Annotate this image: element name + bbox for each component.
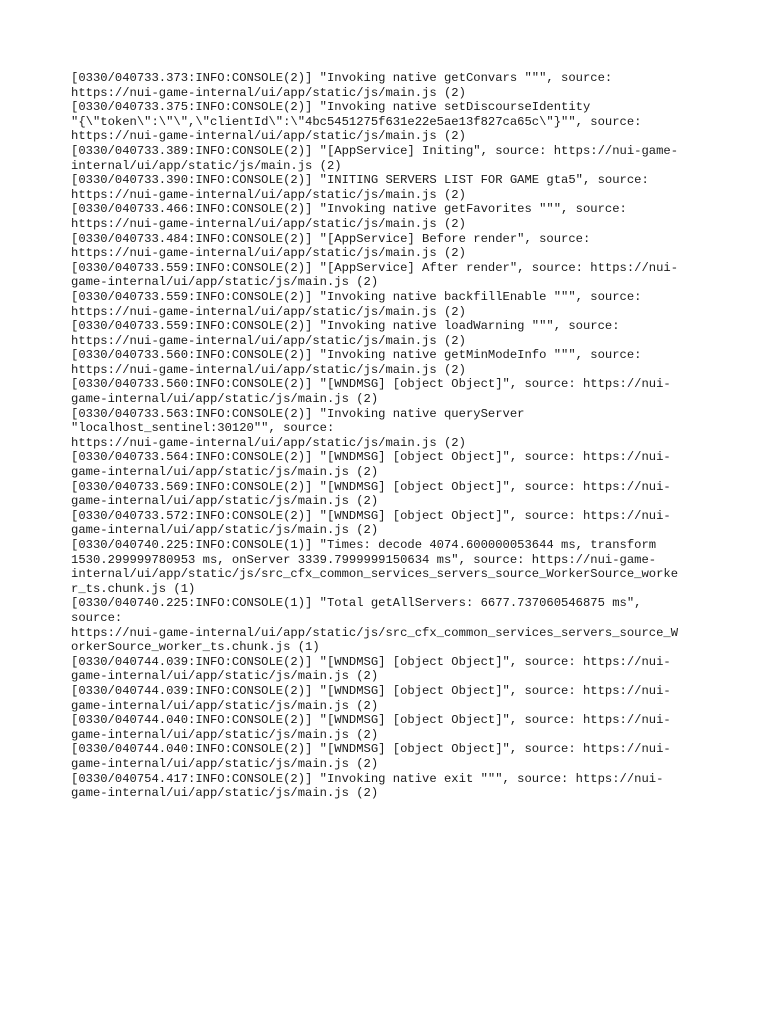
log-entry: [0330/040733.560:INFO:CONSOLE(2)] "[WNDMSG] [object Object]", source: https://nui- game-internal/ui/app/static/js/main.js (2): [71, 377, 671, 407]
log-entry: [0330/040744.039:INFO:CONSOLE(2)] "[WNDMSG] [object Object]", source: https://nui- game-internal/ui/app/static/js/main.js (2): [71, 654, 671, 684]
log-entry: [0330/040744.040:INFO:CONSOLE(2)] "[WNDMSG] [object Object]", source: https://nui- game-internal/ui/app/static/js/main.js (2): [71, 713, 671, 742]
console-log: [71, 71, 701, 801]
log-entry: [0330/040744.040:INFO:CONSOLE(2)] "[WNDMSG] [object Object]", source: https://nui- game-internal/ui/app/static/js/main.js (2): [71, 742, 671, 771]
log-entry: [0330/040733.484:INFO:CONSOLE(2)] "[AppService] Before render", source: https://nui-game-internal/ui/app/static/js/main.js (2): [71, 231, 591, 261]
log-entry: [0330/040754.417:INFO:CONSOLE(2)] "Invoking native exit """, source: https://nui- game-internal/ui/app/static/js/main.js (2): [71, 771, 664, 801]
log-entry: [0330/040733.559:INFO:CONSOLE(2)] "Invoking native backfillEnable """, source: https://nui-game-internal/ui/app/static/js/main.js (2): [71, 289, 642, 319]
log-entry: [0330/040733.564:INFO:CONSOLE(2)] "[WNDMSG] [object Object]", source: https://nui- game-internal/ui/app/static/js/main.js (2): [71, 450, 671, 480]
log-entry: [0330/040733.373:INFO:CONSOLE(2)] "Invoking native getConvars """, source: https://nui-game-internal/ui/app/static/js/main.js (2): [71, 71, 613, 100]
log-entry: [0330/040740.225:INFO:CONSOLE(1)] "Times: decode 4074.600000053644 ms, transform 1530.299999780953 ms, onServer 3339.7999999150634 ms", source: https://nui-game- internal/ui/app/static/js/src_cfx_common_services_servers_source_WorkerSource_worke r_ts.chunk.js (1): [71, 538, 679, 596]
log-entry: [0330/040733.563:INFO:CONSOLE(2)] "Invoking native queryServer "localhost_sentinel:30120"", source: https://nui-game-internal/ui/app/static/js/main.js (2): [71, 406, 525, 450]
log-entry: [0330/040733.572:INFO:CONSOLE(2)] "[WNDMSG] [object Object]", source: https://nui- game-internal/ui/app/static/js/main.js (2): [71, 508, 671, 538]
log-entry: [0330/040733.390:INFO:CONSOLE(2)] "INITING SERVERS LIST FOR GAME gta5", source: https://nui-game-internal/ui/app/static/js/main.js (2): [71, 173, 649, 202]
log-entry: [0330/040733.559:INFO:CONSOLE(2)] "[AppService] After render", source: https://nui- game-internal/ui/app/static/js/main.js (2): [71, 260, 679, 290]
log-entry: [0330/040733.375:INFO:CONSOLE(2)] "Invoking native setDiscourseIdentity "{\"token\":\"\",\"clientId\":\"4bc5451275f631e22e5ae13f827ca65c\"}"", source: https://nui-game-internal/ui/app/static/js/main.js (2): [71, 100, 642, 144]
log-entry: [0330/040733.559:INFO:CONSOLE(2)] "Invoking native loadWarning """, source: https://nui-game-internal/ui/app/static/js/main.js (2): [71, 319, 620, 348]
log-entry: [0330/040733.560:INFO:CONSOLE(2)] "Invoking native getMinModeInfo """, source: https://nui-game-internal/ui/app/static/js/main.js (2): [71, 348, 642, 377]
log-entry: [0330/040733.569:INFO:CONSOLE(2)] "[WNDMSG] [object Object]", source: https://nui- game-internal/ui/app/static/js/main.js (2): [71, 479, 671, 509]
log-entry: [0330/040744.039:INFO:CONSOLE(2)] "[WNDMSG] [object Object]", source: https://nui- game-internal/ui/app/static/js/main.js (2): [71, 683, 671, 713]
log-entry: [0330/040740.225:INFO:CONSOLE(1)] "Total getAllServers: 6677.737060546875 ms", source: https://nui-game-internal/ui/app/static/js/src_cfx_common_services_servers_source_W orkerSource_worker_ts.chunk.js (1): [71, 596, 679, 655]
log-entry: [0330/040733.389:INFO:CONSOLE(2)] "[AppService] Initing", source: https://nui-game- internal/ui/app/static/js/main.js (2): [71, 143, 679, 173]
log-entry: [0330/040733.466:INFO:CONSOLE(2)] "Invoking native getFavorites """, source: https://nui-game-internal/ui/app/static/js/main.js (2): [71, 202, 627, 231]
